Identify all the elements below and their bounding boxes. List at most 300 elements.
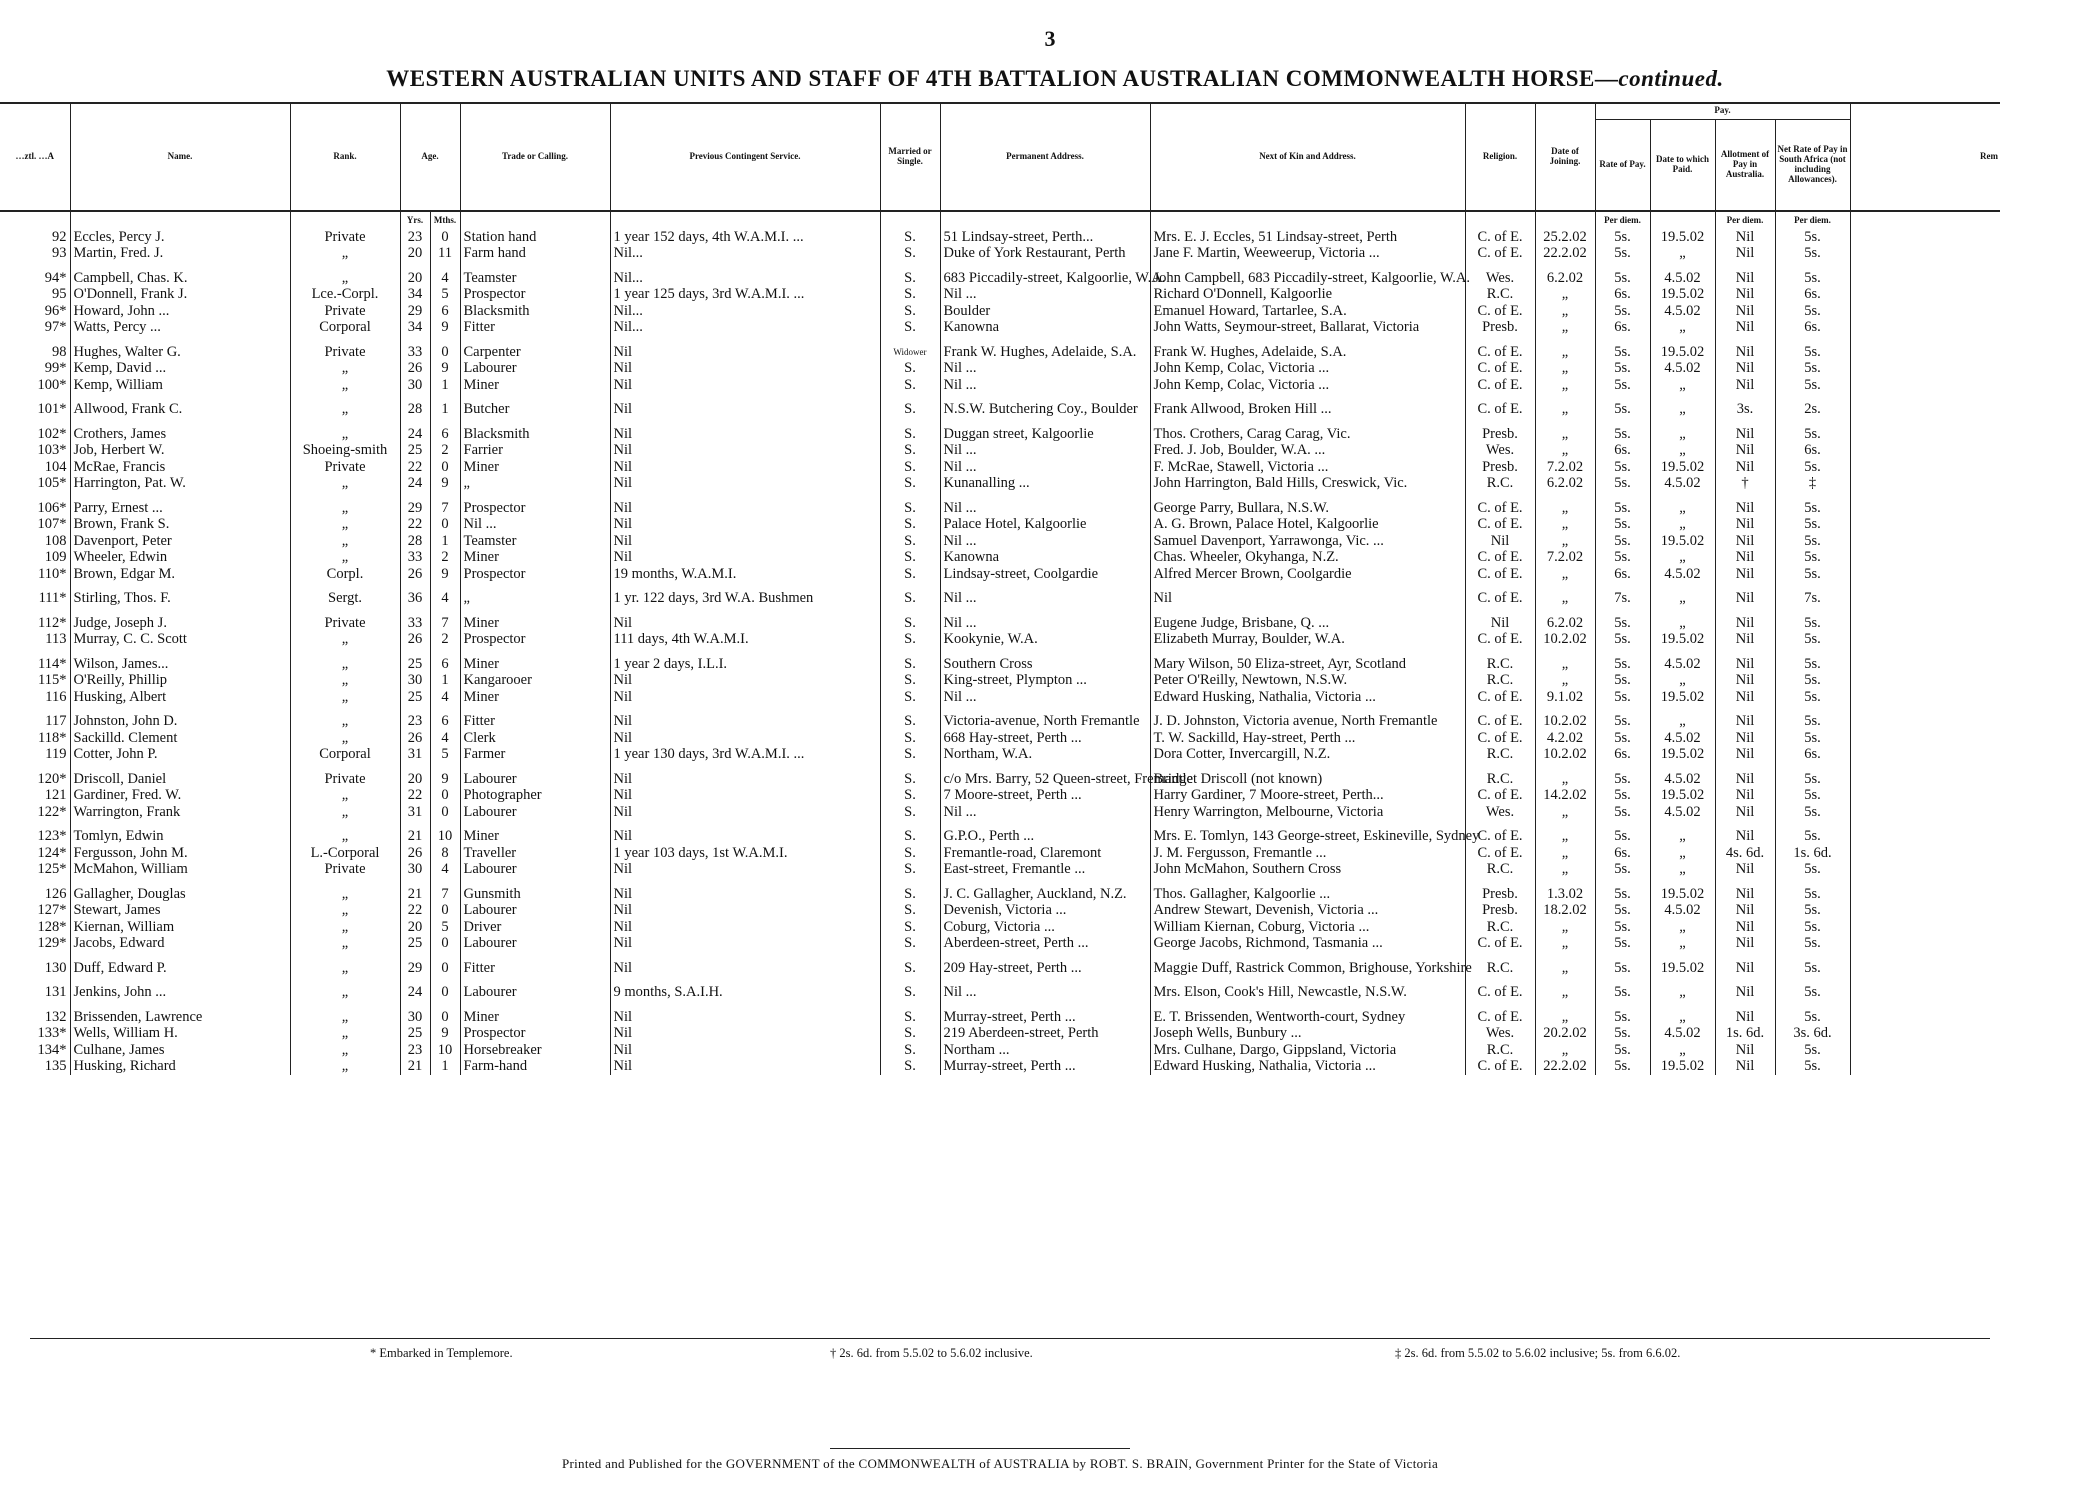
cell-address: Nil ... [940,360,1150,377]
cell-date-paid: „ [1650,401,1715,418]
cell-rate: 5s. [1595,1042,1650,1059]
printer-line: Printed and Published for the GOVERNMENT of the COMMONWEALTH of AUSTRALIA by ROBT. S. BRAIN, Government Printer for the State of Victoria [561,1456,1439,1471]
cell-religion: Presb. [1465,902,1535,919]
header-rank: Rank. [290,103,400,211]
cell-rank: „ [290,1058,400,1075]
cell-regt-no: 121 [44,787,67,803]
cell-religion: Presb. [1465,319,1535,336]
cell-date-paid: 19.5.02 [1650,286,1715,303]
cell-rank: „ [290,516,400,533]
cell-regt-no: 109 [44,549,67,565]
printer-rule [830,1448,1130,1449]
cell-rate: 5s. [1595,377,1650,394]
cell-date-paid: „ [1650,845,1715,862]
header-religion: Religion. [1465,103,1535,211]
cell-trade: Butcher [460,401,610,418]
cell-address: Nil ... [940,615,1150,632]
cell-religion: C. of E. [1465,360,1535,377]
cell-previous-service: Nil [610,360,880,377]
cell-age-months: 7 [430,500,460,517]
cell-address: Kanowna [940,319,1150,336]
cell-rate: 6s. [1595,286,1650,303]
cell-rate: 5s. [1595,771,1650,788]
cell-address: 7 Moore-street, Perth ... [940,787,1150,804]
cell-rank: Private [290,229,400,246]
cell-previous-service: Nil [610,1025,880,1042]
cell-net-rate: 5s. [1775,533,1850,550]
cell-trade: Labourer [460,360,610,377]
cell-net-rate: 5s. [1775,935,1850,952]
cell-religion: R.C. [1465,746,1535,763]
cell-age-years: 22 [400,516,430,533]
cell-religion: C. of E. [1465,516,1535,533]
cell-age-months: 0 [430,459,460,476]
cell-regt-no: 129* [37,935,67,951]
cell-age-years: 22 [400,902,430,919]
cell-address: 219 Aberdeen-street, Perth [940,1025,1150,1042]
cell-trade: „ [460,590,610,607]
cell-married: S. [880,919,940,936]
cell-age-years: 28 [400,401,430,418]
cell-date-joining: „ [1535,935,1595,952]
table-row [0,672,2000,689]
cell-married: S. [880,746,940,763]
cell-rate: 5s. [1595,344,1650,361]
cell-allotment: Nil [1715,1042,1775,1059]
row-spacer [0,976,2000,984]
roll-table-wrap [0,102,2000,1075]
cell-date-paid: 19.5.02 [1650,229,1715,246]
cell-name: Parry, Ernest ... [70,500,290,517]
cell-net-rate: 5s. [1775,360,1850,377]
cell-next-of-kin: Alfred Mercer Brown, Coolgardie [1150,566,1465,583]
cell-next-of-kin: John Campbell, 683 Piccadily-street, Kalgoorlie, W.A. [1150,270,1465,287]
cell-name: Eccles, Percy J. [70,229,290,246]
cell-previous-service: Nil... [610,319,880,336]
cell-net-rate: 5s. [1775,426,1850,443]
cell-rate: 6s. [1595,746,1650,763]
cell-trade: Gunsmith [460,886,610,903]
cell-regt-no: 101* [37,401,67,417]
cell-rate: 7s. [1595,590,1650,607]
cell-date-paid: „ [1650,828,1715,845]
cell-regt-no: 115* [38,672,67,688]
cell-date-joining: „ [1535,286,1595,303]
table-row [0,902,2000,919]
cell-next-of-kin: T. W. Sackilld, Hay-street, Perth ... [1150,730,1465,747]
cell-net-rate: 5s. [1775,787,1850,804]
table-row [0,319,2000,336]
cell-rank: „ [290,828,400,845]
cell-name: Fergusson, John M. [70,845,290,862]
cell-allotment: Nil [1715,566,1775,583]
cell-married: S. [880,303,940,320]
cell-rank: „ [290,426,400,443]
cell-address: East-street, Fremantle ... [940,861,1150,878]
cell-date-paid: 4.5.02 [1650,360,1715,377]
cell-next-of-kin: Mary Wilson, 50 Eliza-street, Ayr, Scotland [1150,656,1465,673]
cell-net-rate: 5s. [1775,500,1850,517]
cell-rank: Corporal [290,746,400,763]
cell-rate: 5s. [1595,902,1650,919]
cell-married: S. [880,426,940,443]
cell-net-rate: 5s. [1775,771,1850,788]
cell-previous-service: Nil... [610,245,880,262]
row-spacer [0,763,2000,771]
table-row [0,771,2000,788]
cell-date-paid: 4.5.02 [1650,804,1715,821]
cell-date-paid: „ [1650,1009,1715,1026]
cell-name: Husking, Albert [70,689,290,706]
cell-married: S. [880,566,940,583]
table-row [0,960,2000,977]
cell-rank: Private [290,344,400,361]
cell-net-rate: 5s. [1775,566,1850,583]
cell-religion: R.C. [1465,475,1535,492]
table-row [0,229,2000,246]
cell-married: S. [880,442,940,459]
cell-date-joining: „ [1535,377,1595,394]
cell-net-rate: 5s. [1775,516,1850,533]
cell-allotment: Nil [1715,984,1775,1001]
cell-previous-service: Nil [610,804,880,821]
cell-remarks [1850,902,2000,919]
cell-regt-no: 132 [44,1008,67,1025]
sub-header-per-diem-rate: Per diem. [1595,211,1650,229]
cell-age-years: 29 [400,500,430,517]
cell-age-years: 28 [400,533,430,550]
cell-name: Cotter, John P. [70,746,290,763]
cell-regt-no: 105* [37,475,67,491]
cell-age-years: 21 [400,1058,430,1075]
cell-age-months: 11 [430,245,460,262]
cell-age-years: 26 [400,845,430,862]
cell-age-months: 1 [430,533,460,550]
cell-net-rate: 5s. [1775,656,1850,673]
cell-remarks [1850,919,2000,936]
cell-date-joining: „ [1535,516,1595,533]
cell-married: S. [880,377,940,394]
cell-religion: R.C. [1465,960,1535,977]
cell-date-joining: „ [1535,426,1595,443]
cell-name: Brown, Frank S. [70,516,290,533]
cell-date-paid: 19.5.02 [1650,886,1715,903]
cell-religion: C. of E. [1465,787,1535,804]
cell-rate: 5s. [1595,500,1650,517]
cell-married: S. [880,1009,940,1026]
cell-name: O'Donnell, Frank J. [70,286,290,303]
cell-remarks [1850,713,2000,730]
cell-age-months: 0 [430,960,460,977]
cell-date-joining: 6.2.02 [1535,615,1595,632]
cell-address: Nil ... [940,984,1150,1001]
cell-name: Judge, Joseph J. [70,615,290,632]
cell-previous-service: Nil [610,516,880,533]
cell-age-years: 24 [400,426,430,443]
cell-religion: C. of E. [1465,229,1535,246]
cell-previous-service: Nil [610,771,880,788]
cell-married: S. [880,360,940,377]
cell-age-years: 23 [400,713,430,730]
table-row [0,344,2000,361]
cell-age-months: 0 [430,984,460,1001]
table-row [0,459,2000,476]
cell-rank: „ [290,672,400,689]
cell-remarks [1850,475,2000,492]
cell-age-years: 31 [400,746,430,763]
cell-age-months: 4 [430,270,460,287]
cell-next-of-kin: Bridget Driscoll (not known) [1150,771,1465,788]
cell-allotment: 4s. 6d. [1715,845,1775,862]
cell-trade: Farm hand [460,245,610,262]
cell-net-rate: 2s. [1775,401,1850,418]
cell-rate: 5s. [1595,360,1650,377]
cell-trade: Labourer [460,804,610,821]
cell-rank: „ [290,730,400,747]
cell-allotment: Nil [1715,533,1775,550]
cell-name: Wheeler, Edwin [70,549,290,566]
cell-date-joining: „ [1535,861,1595,878]
cell-date-paid: „ [1650,919,1715,936]
cell-age-months: 0 [430,344,460,361]
table-row [0,689,2000,706]
cell-net-rate: 5s. [1775,303,1850,320]
cell-regt-no: 112* [38,614,67,631]
cell-married: S. [880,549,940,566]
cell-age-years: 24 [400,984,430,1001]
cell-age-years: 20 [400,245,430,262]
cell-married: S. [880,689,940,706]
cell-allotment: Nil [1715,459,1775,476]
cell-date-joining: „ [1535,442,1595,459]
cell-name: Wilson, James... [70,656,290,673]
cell-married: S. [880,533,940,550]
cell-date-joining: „ [1535,672,1595,689]
cell-previous-service: Nil [610,1058,880,1075]
cell-trade: Kangarooer [460,672,610,689]
cell-date-joining: „ [1535,344,1595,361]
cell-allotment: Nil [1715,960,1775,977]
cell-trade: Miner [460,1009,610,1026]
table-row [0,615,2000,632]
cell-date-paid: 4.5.02 [1650,566,1715,583]
cell-married: S. [880,500,940,517]
cell-next-of-kin: Elizabeth Murray, Boulder, W.A. [1150,631,1465,648]
cell-remarks [1850,861,2000,878]
cell-remarks [1850,590,2000,607]
cell-previous-service: Nil [610,935,880,952]
cell-next-of-kin: Harry Gardiner, 7 Moore-street, Perth... [1150,787,1465,804]
cell-name: Gallagher, Douglas [70,886,290,903]
cell-religion: R.C. [1465,672,1535,689]
cell-date-joining: 22.2.02 [1535,1058,1595,1075]
cell-next-of-kin: George Jacobs, Richmond, Tasmania ... [1150,935,1465,952]
table-row [0,426,2000,443]
cell-rank: „ [290,919,400,936]
footnote-embarked: * Embarked in Templemore. [370,1346,513,1360]
cell-name: Brown, Edgar M. [70,566,290,583]
table-row [0,656,2000,673]
cell-address: Aberdeen-street, Perth ... [940,935,1150,952]
cell-married: S. [880,960,940,977]
cell-allotment: Nil [1715,689,1775,706]
table-row [0,377,2000,394]
cell-name: Duff, Edward P. [70,960,290,977]
cell-net-rate: 5s. [1775,1042,1850,1059]
cell-name: Sackilld. Clement [70,730,290,747]
cell-regt-no: 125* [37,861,67,877]
sub-header-row [0,211,2000,229]
table-row [0,845,2000,862]
cell-address: Lindsay-street, Coolgardie [940,566,1150,583]
cell-regt-no: 99* [44,360,67,376]
cell-allotment: Nil [1715,245,1775,262]
cell-religion: Wes. [1465,270,1535,287]
cell-next-of-kin: Thos. Gallagher, Kalgoorlie ... [1150,886,1465,903]
header-remarks: Rem [1850,103,2000,211]
cell-previous-service: 1 year 2 days, I.L.I. [610,656,880,673]
cell-trade: Nil ... [460,516,610,533]
cell-address: Fremantle-road, Claremont [940,845,1150,862]
cell-age-months: 4 [430,861,460,878]
cell-age-years: 30 [400,377,430,394]
cell-rank: „ [290,549,400,566]
cell-rate: 5s. [1595,533,1650,550]
cell-trade: Farrier [460,442,610,459]
cell-date-paid: „ [1650,1042,1715,1059]
table-row [0,1058,2000,1075]
cell-allotment: Nil [1715,919,1775,936]
cell-net-rate: 5s. [1775,804,1850,821]
cell-remarks [1850,746,2000,763]
cell-allotment: Nil [1715,377,1775,394]
cell-previous-service: Nil [610,960,880,977]
cell-address: Kookynie, W.A. [940,631,1150,648]
cell-age-years: 29 [400,303,430,320]
cell-age-years: 26 [400,730,430,747]
cell-regt-no: 102* [37,425,67,442]
row-spacer [0,820,2000,828]
cell-name: Driscoll, Daniel [70,771,290,788]
cell-rate: 5s. [1595,303,1650,320]
cell-rate: 5s. [1595,401,1650,418]
cell-net-rate: ‡ [1775,475,1850,492]
table-row [0,549,2000,566]
cell-next-of-kin: J. M. Fergusson, Fremantle ... [1150,845,1465,862]
table-row [0,730,2000,747]
cell-married: S. [880,615,940,632]
cell-address: Palace Hotel, Kalgoorlie [940,516,1150,533]
cell-date-joining: 22.2.02 [1535,245,1595,262]
cell-date-paid: „ [1650,426,1715,443]
cell-rate: 5s. [1595,245,1650,262]
cell-age-months: 4 [430,730,460,747]
cell-rate: 5s. [1595,229,1650,246]
cell-previous-service: Nil [610,549,880,566]
cell-name: Crothers, James [70,426,290,443]
cell-regt-no: 97* [44,319,67,335]
cell-net-rate: 6s. [1775,746,1850,763]
cell-rank: „ [290,656,400,673]
cell-rank: L.-Corporal [290,845,400,862]
row-spacer [0,418,2000,426]
cell-net-rate: 5s. [1775,615,1850,632]
table-row [0,935,2000,952]
cell-net-rate: 5s. [1775,549,1850,566]
cell-married: S. [880,401,940,418]
sub-header-per-diem-net: Per diem. [1775,211,1850,229]
cell-date-paid: „ [1650,672,1715,689]
cell-allotment: Nil [1715,804,1775,821]
cell-previous-service: Nil [610,533,880,550]
cell-previous-service: Nil [610,886,880,903]
cell-religion: C. of E. [1465,845,1535,862]
cell-married: S. [880,886,940,903]
cell-name: Stewart, James [70,902,290,919]
cell-address: 683 Piccadily-street, Kalgoorlie, W.A. [940,270,1150,287]
cell-age-months: 5 [430,919,460,936]
cell-address: Frank W. Hughes, Adelaide, S.A. [940,344,1150,361]
cell-next-of-kin: William Kiernan, Coburg, Victoria ... [1150,919,1465,936]
cell-date-paid: 4.5.02 [1650,902,1715,919]
cell-rank: „ [290,1009,400,1026]
cell-rank: „ [290,1025,400,1042]
cell-allotment: Nil [1715,303,1775,320]
cell-remarks [1850,426,2000,443]
cell-previous-service: 1 yr. 122 days, 3rd W.A. Bushmen [610,590,880,607]
cell-rank: „ [290,631,400,648]
cell-age-months: 0 [430,935,460,952]
cell-age-years: 29 [400,960,430,977]
cell-previous-service: Nil... [610,270,880,287]
cell-previous-service: 9 months, S.A.I.H. [610,984,880,1001]
cell-next-of-kin: Samuel Davenport, Yarrawonga, Vic. ... [1150,533,1465,550]
cell-date-joining: 20.2.02 [1535,1025,1595,1042]
cell-net-rate: 5s. [1775,828,1850,845]
cell-age-months: 9 [430,319,460,336]
cell-married: S. [880,828,940,845]
cell-age-months: 7 [430,615,460,632]
cell-name: Howard, John ... [70,303,290,320]
cell-address: 668 Hay-street, Perth ... [940,730,1150,747]
cell-previous-service: Nil [610,344,880,361]
cell-trade: Farmer [460,746,610,763]
table-row [0,303,2000,320]
cell-trade: Teamster [460,533,610,550]
cell-next-of-kin: J. D. Johnston, Victoria avenue, North Fremantle [1150,713,1465,730]
cell-age-years: 23 [400,229,430,246]
cell-regt-no: 103* [37,442,67,458]
cell-allotment: † [1715,475,1775,492]
cell-net-rate: 5s. [1775,1009,1850,1026]
cell-next-of-kin: F. McRae, Stawell, Victoria ... [1150,459,1465,476]
cell-age-months: 9 [430,566,460,583]
cell-address: Nil ... [940,442,1150,459]
header-age: Age. [400,103,460,211]
sub-header-mths: Mths. [430,211,460,229]
table-row [0,442,2000,459]
cell-date-joining: 18.2.02 [1535,902,1595,919]
table-row [0,500,2000,517]
cell-regt-no: 119 [45,746,67,762]
cell-previous-service: Nil [610,377,880,394]
cell-date-joining: 9.1.02 [1535,689,1595,706]
cell-address: Nil ... [940,804,1150,821]
cell-remarks [1850,615,2000,632]
cell-date-joining: 6.2.02 [1535,270,1595,287]
cell-address: G.P.O., Perth ... [940,828,1150,845]
cell-age-months: 2 [430,442,460,459]
